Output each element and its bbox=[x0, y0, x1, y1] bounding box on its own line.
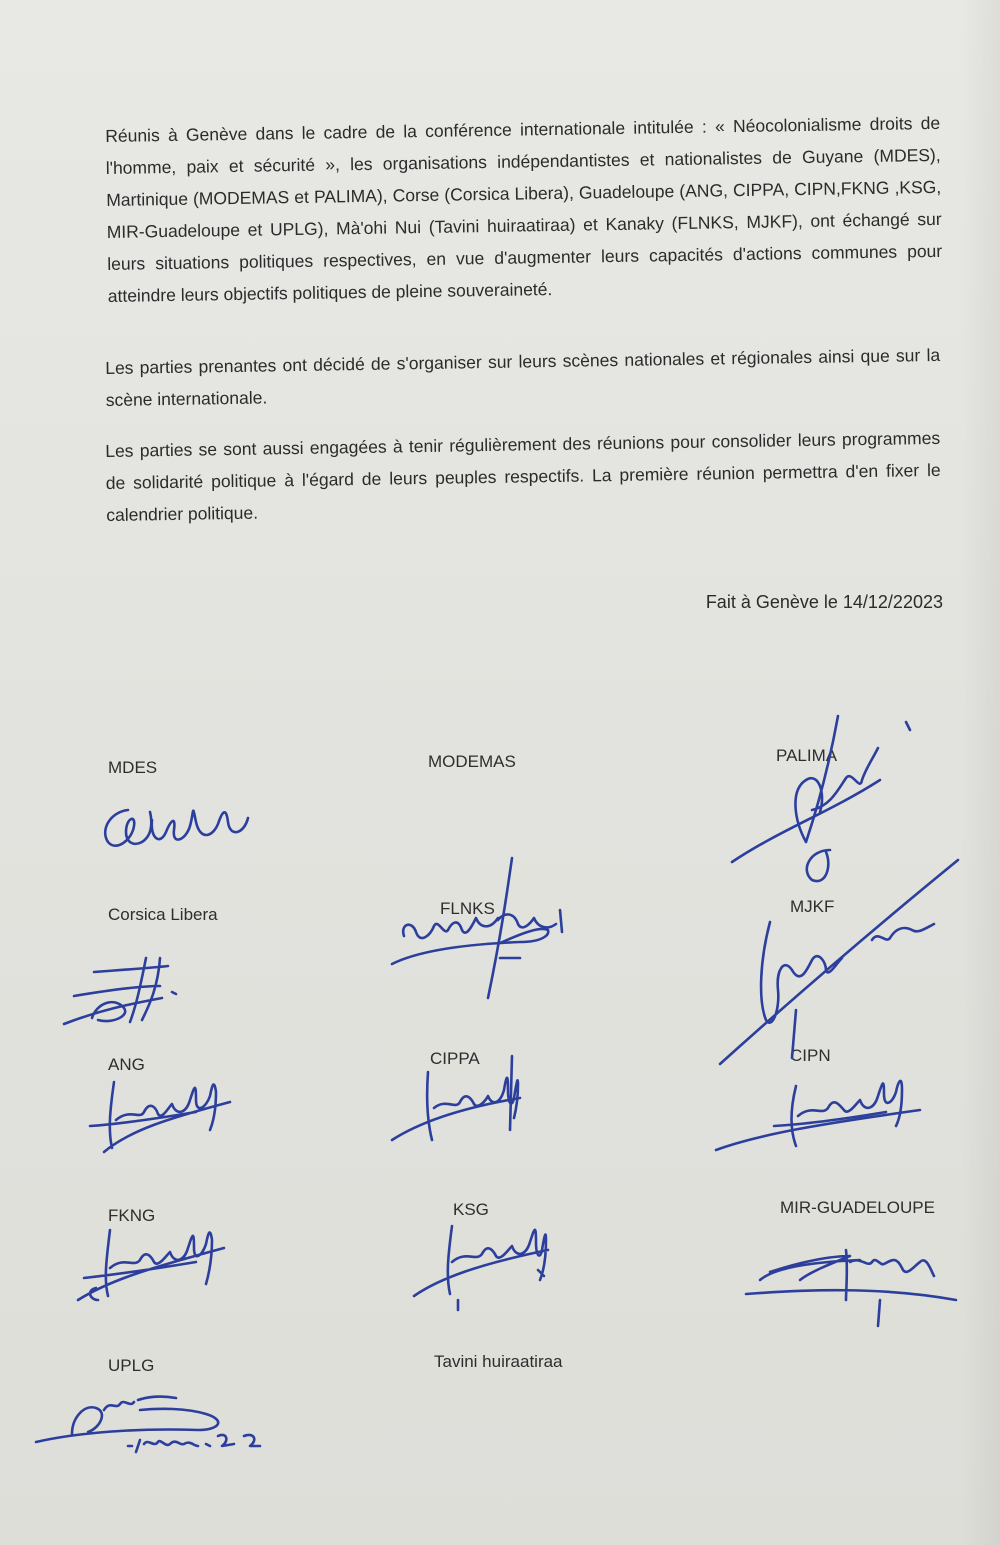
signature-flnks bbox=[392, 858, 562, 998]
label-uplg: UPLG bbox=[108, 1356, 155, 1375]
signature-mjkf bbox=[720, 860, 958, 1064]
label-fkng: FKNG bbox=[108, 1206, 156, 1225]
paragraph-intro: Réunis à Genève dans le cadre de la conférence internationale intitulée : « Néocolonialisme droits de l'homme, paix et sécurité », les organisations indépendantistes et nationalistes de Guyane (MDES), Martinique (MODEMAS et PALIMA), Corse (Corsica Libera), Guadeloupe (ANG, CIPPA, CIPN,FKNG ,KSG, MIR-Guadeloupe et UPLG), Mà'ohi Nui (Tavini huiraatiraa) et Kanaky (FLNKS, MJKF), ont échangé sur leurs situations politiques respectives, en vue d'augmenter leurs capacités d'actions communes pour atteindre leurs objectifs politiques de pleine souveraineté. bbox=[105, 112, 943, 306]
label-cipn: CIPN bbox=[790, 1046, 831, 1065]
label-modemas: MODEMAS bbox=[428, 752, 516, 771]
label-mdes: MDES bbox=[108, 758, 158, 777]
signature-palima bbox=[732, 716, 910, 881]
label-palima: PALIMA bbox=[776, 746, 838, 765]
date-line: Fait à Genève le 14/12/22023 bbox=[705, 592, 943, 612]
label-tavini-huiraatiraa: Tavini huiraatiraa bbox=[434, 1352, 563, 1371]
signature-mir-guadeloupe bbox=[746, 1250, 956, 1326]
label-ang: ANG bbox=[108, 1055, 145, 1074]
signature-ksg bbox=[414, 1226, 548, 1310]
label-cippa: CIPPA bbox=[430, 1049, 480, 1068]
label-flnks: FLNKS bbox=[440, 899, 495, 918]
signature-uplg bbox=[36, 1397, 260, 1452]
signature-ang bbox=[90, 1082, 230, 1152]
paragraph-organisation: Les parties prenantes ont décidé de s'organiser sur leurs scènes nationales et régionales ainsi que sur la scène internationale. bbox=[105, 344, 941, 410]
paragraph-engagement: Les parties se sont aussi engagées à tenir régulièrement des réunions pour consolider leurs programmes de solidarité politique à l'égard de leurs peuples respectifs. La première réunion permettra d'en fixer le calendrier politique. bbox=[105, 427, 941, 525]
signature-cipn bbox=[716, 1081, 920, 1150]
signature-fkng bbox=[78, 1230, 224, 1300]
label-mir-guadeloupe: MIR-GUADELOUPE bbox=[780, 1198, 935, 1217]
signature-mdes bbox=[105, 810, 248, 846]
signature-corsica-libera bbox=[64, 958, 176, 1024]
label-mjkf: MJKF bbox=[790, 897, 835, 916]
label-ksg: KSG bbox=[453, 1200, 489, 1219]
label-corsica-libera: Corsica Libera bbox=[108, 905, 218, 924]
